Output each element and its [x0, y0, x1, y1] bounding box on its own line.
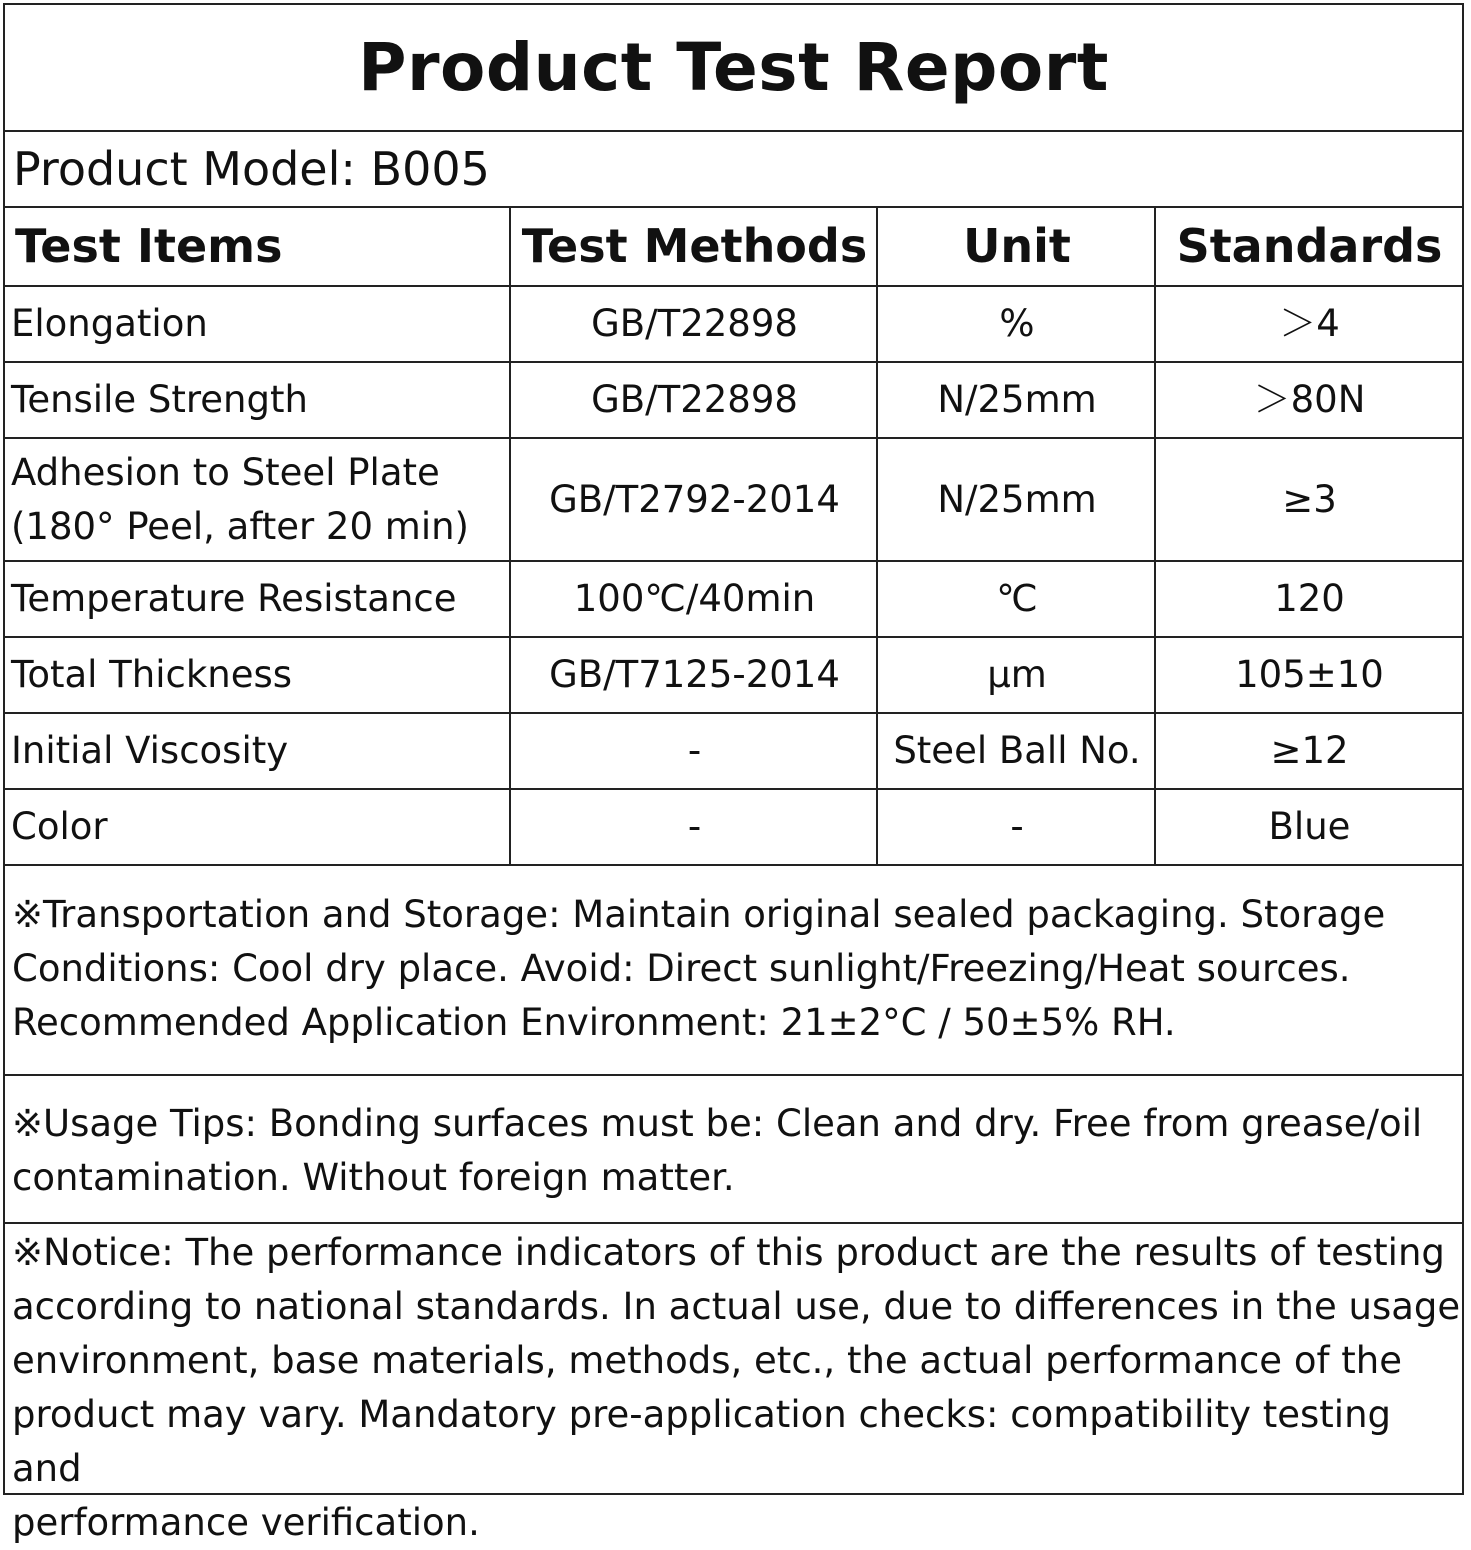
item-line-1: Adhesion to Steel Plate — [11, 450, 440, 494]
product-model: Product Model: B005 — [13, 142, 490, 196]
transport-storage-note — [12, 888, 1462, 1050]
table-cell-method: - — [687, 805, 702, 849]
table-cell-method: GB/T7125-2014 — [549, 653, 840, 697]
header-unit: Unit — [963, 219, 1071, 274]
table-cell-standard: ＞80N — [1253, 378, 1366, 422]
divider — [3, 864, 1464, 866]
table-cell-item: Temperature Resistance — [11, 577, 457, 621]
item-line-2: (180° Peel, after 20 min) — [11, 504, 469, 548]
header-standards: Standards — [1176, 219, 1443, 274]
table-cell-method: GB/T22898 — [591, 378, 798, 422]
table-cell-standard: ≥12 — [1270, 729, 1349, 773]
divider — [3, 1222, 1464, 1224]
usage-tips-note — [12, 1097, 1462, 1205]
divider — [3, 1074, 1464, 1076]
table-cell-standard: 120 — [1274, 577, 1345, 621]
table-cell-unit: - — [1010, 805, 1024, 849]
table-cell-unit: N/25mm — [937, 477, 1097, 521]
table-cell-unit: % — [999, 302, 1035, 346]
note-line: ※Usage Tips: Bonding surfaces must be: Clean and dry. Free from grease/oil — [12, 1102, 1423, 1145]
table-cell-item: Initial Viscosity — [11, 729, 289, 773]
note-line: performance verification. — [12, 1501, 480, 1544]
table-cell-item — [5, 439, 510, 560]
table-cell-item: Color — [11, 805, 108, 849]
table-cell-item: Tensile Strength — [11, 378, 308, 422]
table-cell-standard: ＞4 — [1279, 302, 1340, 346]
table-cell-method: GB/T2792-2014 — [549, 477, 840, 521]
header-test-methods: Test Methods — [521, 219, 868, 274]
table-cell-item: Total Thickness — [11, 653, 293, 697]
table-cell-unit: ℃ — [996, 577, 1038, 621]
note-line: environment, base materials, methods, etc., the actual performance of the — [12, 1339, 1402, 1382]
table-cell-method: GB/T22898 — [591, 302, 798, 346]
table-cell-unit: N/25mm — [937, 378, 1097, 422]
note-line: Recommended Application Environment: 21±2°C / 50±5% RH. — [12, 1001, 1176, 1044]
note-line: ※Notice: The performance indicators of this product are the results of testing — [12, 1231, 1445, 1274]
note-line: according to national standards. In actual use, due to differences in the usage — [12, 1285, 1461, 1328]
table-cell-standard: Blue — [1268, 805, 1351, 849]
table-cell-standard: ≥3 — [1282, 477, 1337, 521]
note-line: contamination. Without foreign matter. — [12, 1156, 735, 1199]
note-line: Conditions: Cool dry place. Avoid: Direct sunlight/Freezing/Heat sources. — [12, 947, 1351, 990]
header-test-items: Test Items — [15, 219, 283, 274]
table-cell-method: 100℃/40min — [573, 577, 816, 621]
notice-note — [12, 1226, 1462, 1550]
table-cell-method: - — [687, 729, 702, 773]
table-cell-item: Elongation — [11, 302, 208, 346]
note-line: ※Transportation and Storage: Maintain original sealed packaging. Storage — [12, 893, 1386, 936]
table-cell-unit: μm — [987, 653, 1047, 697]
table-cell-unit: Steel Ball No. — [893, 729, 1141, 773]
note-line: product may vary. Mandatory pre-application checks: compatibility testing and — [12, 1393, 1392, 1490]
table-cell-standard: 105±10 — [1235, 653, 1384, 697]
report-title: Product Test Report — [358, 29, 1109, 106]
